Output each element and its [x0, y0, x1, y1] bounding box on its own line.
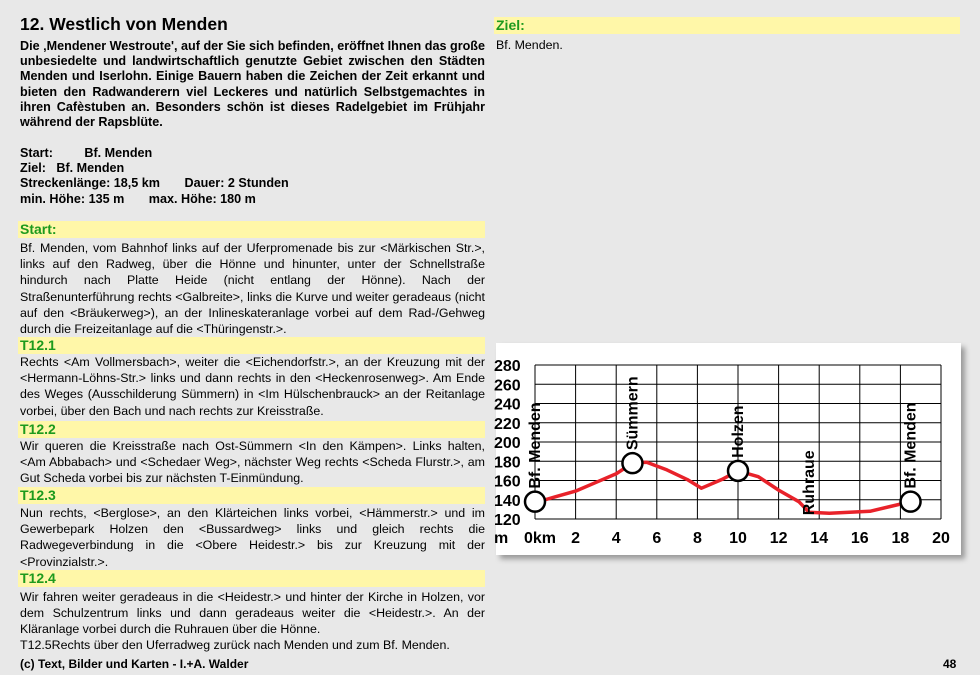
section-text-t12-4: Wir fahren weiter geradeaus in die <Heidestr.> und hinter der Kirche in Holzen, vor dem Schulzentrum links und dann geradeaus weiter die <Heidestr.>. An der Kläranlage vorbei durch die Ruhrauen über die Hönne.: [20, 590, 485, 637]
ziel-header: Ziel:: [494, 17, 960, 34]
copyright-footer: (c) Text, Bilder und Karten - I.+A. Walder: [20, 657, 249, 671]
y-tick-label: 220: [494, 415, 521, 433]
page-number: 48: [943, 657, 957, 671]
waypoint-marker: [622, 453, 642, 473]
section-text-t12-3: Nun rechts, <Berglose>, an den Klärteichen links vorbei, <Hämmerstr.> und im Gewerbepark Holzen den <Bussardweg> links und gleich rechts die Radwegeverbindung in die <Obere Heidestr.> bis zur Kreuzung mit der <Provinzialstr.>.: [20, 506, 485, 569]
waypoint-marker: [728, 461, 748, 481]
x-tick-label: 16: [850, 530, 869, 547]
y-tick-label: 280: [494, 358, 521, 375]
section-header-t12-2: T12.2: [18, 421, 485, 438]
start-header: Start:: [18, 221, 485, 238]
elevation-line: [535, 462, 911, 513]
y-tick-label: 240: [494, 396, 521, 414]
fact-start: Start: Bf. Menden: [20, 146, 153, 160]
x-tick-label: 12: [769, 530, 788, 547]
waypoint-marker: [901, 492, 921, 512]
waypoint-label: Bf. Menden: [527, 402, 544, 489]
x-tick-label: 14: [810, 530, 829, 547]
y-tick-label: 120: [494, 512, 521, 529]
intro-text: Die ‚Mendener Westroute', auf der Sie sich befinden, eröffnet Ihnen das große unbesiedelte und landwirtschaftlich genutzte Gebiet zwischen den Städten Menden und Iserlohn. Einige Bauern haben die Zeichen der Zeit erkannt und bieten den Radwanderern viel Leckeres und natürlich Selbstgemachtes in ihren Cafèstuben an. Besonders schön ist dieses Radelgebiet im Frühjahr während der Rapsblüte.: [20, 39, 485, 130]
section-header-t12-4: T12.4: [18, 570, 485, 587]
x-tick-label: 6: [652, 530, 662, 547]
section-text-t12-1: Rechts <Am Vollmersbach>, weiter die <Eichendorfstr.>, an der Kreuzung mit der <Hermann-Löhns-Str.> links und dann rechts in den <Heckenrosenweg>. Am Ende des Weges (Ausschilderung Sümmern) in <Im Hülschenbrauck> an der Reitanlage vorbei, über den Bach und nach rechts zur Kreisstraße.: [20, 355, 485, 418]
y-tick-label: 180: [494, 454, 521, 472]
x-tick-label: 0km: [524, 530, 557, 547]
section-header-t12-3: T12.3: [18, 487, 485, 504]
y-tick-label: 200: [494, 435, 521, 452]
y-tick-label: 160: [494, 473, 521, 491]
x-tick-label: 4: [611, 530, 621, 547]
section-text-t12-5: T12.5Rechts über den Uferradweg zurück nach Menden und zum Bf. Menden.: [20, 638, 450, 652]
elevation-chart: [496, 343, 961, 555]
route-facts: [20, 146, 289, 207]
fact-ziel: Ziel: Bf. Menden: [20, 161, 125, 176]
x-tick-label: 10: [729, 530, 747, 547]
waypoint-label: Ruhraue: [801, 450, 819, 516]
y-tick-label: 140: [494, 492, 521, 510]
elevation-chart-panel: [496, 343, 961, 555]
section-header-t12-1: T12.1: [18, 337, 485, 354]
waypoint-marker: [525, 492, 545, 512]
y-axis-unit-label: m: [494, 530, 509, 547]
x-tick-label: 2: [571, 530, 581, 547]
y-tick-label: 260: [494, 377, 521, 395]
x-tick-label: 8: [692, 530, 702, 547]
waypoint-label: Holzen: [730, 405, 747, 458]
start-text: Bf. Menden, vom Bahnhof links auf der Uferpromenade bis zur <Märkischen Str.>, links auf den Radweg, über die Hönne und hinunter, unter der Schnellstraße hindurch nach Platte Heide (nicht entlang der Hönne). Nach der Straßenunterführung rechts <Galbreite>, links die Kurve und weiter geradeaus (nicht auf den <Bräukerweg>), an der Inlineskateranlage vorbei auf dem Rad-/Gehweg durch die Freizeitanlage auf die <Thüringenstr.>.: [20, 241, 485, 337]
waypoint-label: Sümmern: [624, 376, 642, 451]
x-tick-label: 18: [891, 530, 910, 547]
page-title: 12. Westlich von Menden: [20, 14, 228, 34]
x-tick-label: 20: [932, 530, 950, 547]
fact-length-duration: Streckenlänge: 18,5 km Dauer: 2 Stunden: [20, 176, 289, 191]
section-text-t12-2: Wir queren die Kreisstraße nach Ost-Sümmern <In den Kämpen>. Links halten, <Am Abbabach> und <Schedaer Weg>, nächster Weg rechts <Scheda Flurstr.>, am Gut Scheda vorbei bis zur nächsten T-Einmündung.: [20, 439, 485, 486]
fact-heights: min. Höhe: 135 m max. Höhe: 180 m: [20, 191, 256, 206]
waypoint-label: Bf. Menden: [902, 402, 920, 489]
ziel-text: Bf. Menden.: [496, 38, 563, 52]
